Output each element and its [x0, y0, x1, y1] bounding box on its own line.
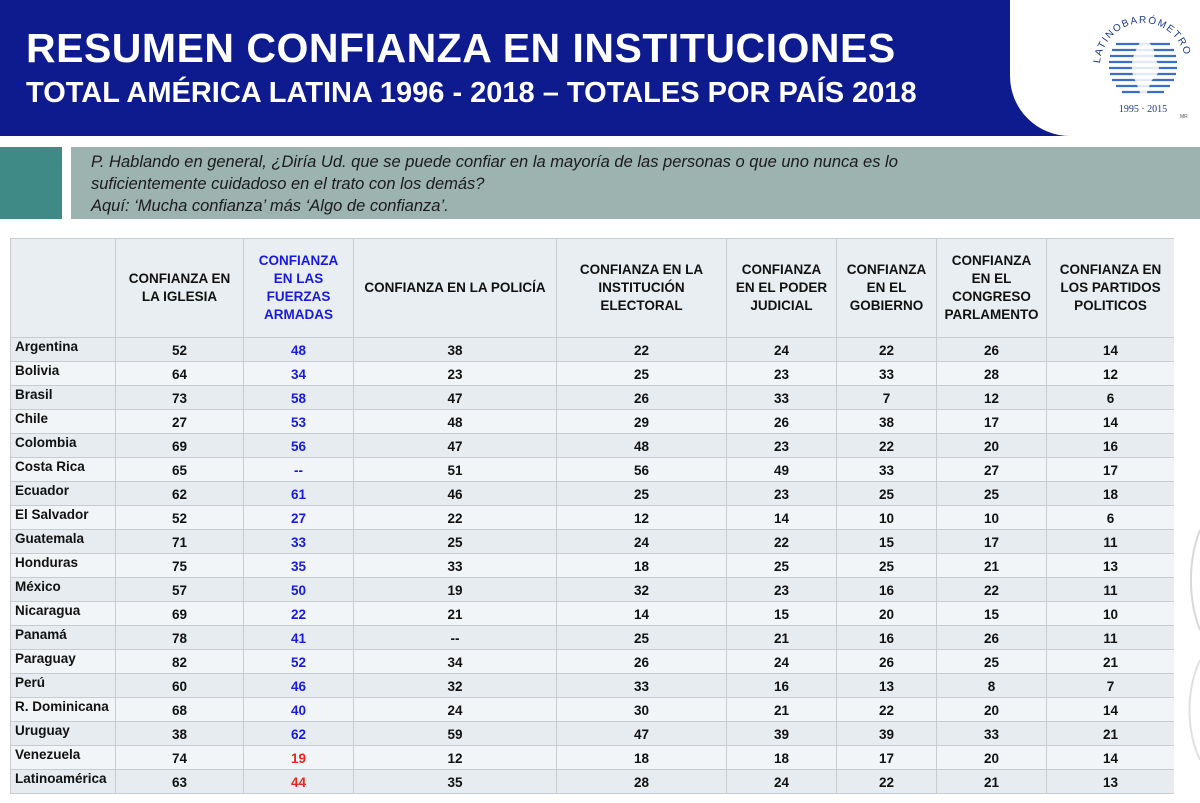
value-cell: 10 [937, 506, 1047, 530]
value-cell: 29 [557, 410, 727, 434]
value-cell: 35 [244, 554, 354, 578]
value-cell: 6 [1047, 386, 1175, 410]
value-cell: 21 [1047, 650, 1175, 674]
value-cell: 69 [116, 434, 244, 458]
value-cell: 82 [116, 650, 244, 674]
value-cell: 15 [837, 530, 937, 554]
value-cell: 17 [937, 410, 1047, 434]
value-cell: 25 [557, 482, 727, 506]
value-cell: 22 [837, 338, 937, 362]
value-cell: 17 [937, 530, 1047, 554]
value-cell: 49 [727, 458, 837, 482]
question-line-3: Aquí: ‘Mucha confianza’ más ‘Algo de confianza’. [91, 197, 449, 215]
country-cell: Bolivia [11, 362, 116, 386]
column-header: CONFIANZA EN EL CONGRESO PARLAMENTO [937, 239, 1047, 338]
table-row [11, 434, 1175, 458]
value-cell: 57 [116, 578, 244, 602]
value-cell: 30 [557, 698, 727, 722]
value-cell: 26 [557, 386, 727, 410]
value-cell: 52 [116, 506, 244, 530]
value-cell: 16 [1047, 434, 1175, 458]
value-cell: -- [354, 626, 557, 650]
country-cell: México [11, 578, 116, 602]
value-cell: 46 [244, 674, 354, 698]
value-cell: 23 [727, 482, 837, 506]
value-cell: 33 [727, 386, 837, 410]
value-cell: 68 [116, 698, 244, 722]
country-cell: Paraguay [11, 650, 116, 674]
value-cell: 78 [116, 626, 244, 650]
value-cell: 19 [244, 746, 354, 770]
value-cell: 14 [1047, 746, 1175, 770]
value-cell: 25 [557, 626, 727, 650]
country-cell: Latinoamérica [11, 770, 116, 794]
value-cell: 14 [1047, 698, 1175, 722]
latinobarometro-globe-logo [1090, 8, 1196, 122]
value-cell: 47 [354, 434, 557, 458]
question-box [71, 147, 1200, 219]
country-cell: Brasil [11, 386, 116, 410]
country-cell: Uruguay [11, 722, 116, 746]
table-row [11, 626, 1175, 650]
value-cell: 26 [727, 410, 837, 434]
table-row [11, 770, 1175, 794]
value-cell: 10 [1047, 602, 1175, 626]
value-cell: 21 [727, 626, 837, 650]
country-cell: Venezuela [11, 746, 116, 770]
table-row [11, 578, 1175, 602]
value-cell: 22 [557, 338, 727, 362]
value-cell: 39 [727, 722, 837, 746]
value-cell: 21 [937, 554, 1047, 578]
value-cell: 7 [837, 386, 937, 410]
country-cell: Panamá [11, 626, 116, 650]
value-cell: 12 [1047, 362, 1175, 386]
value-cell: 48 [244, 338, 354, 362]
country-cell: Colombia [11, 434, 116, 458]
question-line-2: suficientemente cuidadoso en el trato con los demás? [91, 175, 485, 193]
confidence-table-container [10, 238, 1174, 797]
value-cell: 71 [116, 530, 244, 554]
value-cell: 38 [116, 722, 244, 746]
value-cell: 22 [244, 602, 354, 626]
country-cell: El Salvador [11, 506, 116, 530]
value-cell: 21 [937, 770, 1047, 794]
value-cell: -- [244, 458, 354, 482]
value-cell: 12 [557, 506, 727, 530]
value-cell: 48 [557, 434, 727, 458]
value-cell: 34 [244, 362, 354, 386]
value-cell: 73 [116, 386, 244, 410]
value-cell: 33 [837, 458, 937, 482]
header-blank-cell [11, 239, 116, 338]
value-cell: 33 [837, 362, 937, 386]
value-cell: 62 [116, 482, 244, 506]
table-row [11, 722, 1175, 746]
value-cell: 21 [1047, 722, 1175, 746]
value-cell: 65 [116, 458, 244, 482]
value-cell: 75 [116, 554, 244, 578]
table-row [11, 386, 1175, 410]
value-cell: 16 [727, 674, 837, 698]
value-cell: 47 [354, 386, 557, 410]
value-cell: 15 [937, 602, 1047, 626]
value-cell: 22 [837, 770, 937, 794]
table-header-row [11, 239, 1175, 338]
value-cell: 14 [557, 602, 727, 626]
value-cell: 27 [116, 410, 244, 434]
column-header: CONFIANZA EN EL PODER JUDICIAL [727, 239, 837, 338]
page-title: RESUMEN CONFIANZA EN INSTITUCIONES [26, 25, 896, 71]
value-cell: 25 [837, 482, 937, 506]
value-cell: 11 [1047, 626, 1175, 650]
value-cell: 59 [354, 722, 557, 746]
value-cell: 22 [837, 434, 937, 458]
value-cell: 11 [1047, 530, 1175, 554]
value-cell: 38 [354, 338, 557, 362]
column-header: CONFIANZA EN LA POLICÍA [354, 239, 557, 338]
value-cell: 53 [244, 410, 354, 434]
value-cell: 22 [727, 530, 837, 554]
value-cell: 21 [354, 602, 557, 626]
accent-block [0, 147, 62, 219]
table-row [11, 362, 1175, 386]
value-cell: 62 [244, 722, 354, 746]
value-cell: 19 [354, 578, 557, 602]
country-cell: Costa Rica [11, 458, 116, 482]
value-cell: 26 [937, 626, 1047, 650]
value-cell: 56 [557, 458, 727, 482]
value-cell: 25 [837, 554, 937, 578]
value-cell: 16 [837, 626, 937, 650]
value-cell: 18 [557, 554, 727, 578]
logo-mark: MR [1180, 114, 1188, 120]
value-cell: 24 [727, 338, 837, 362]
value-cell: 52 [116, 338, 244, 362]
value-cell: 24 [727, 650, 837, 674]
country-cell: Chile [11, 410, 116, 434]
value-cell: 20 [837, 602, 937, 626]
value-cell: 41 [244, 626, 354, 650]
table-row [11, 554, 1175, 578]
value-cell: 24 [557, 530, 727, 554]
value-cell: 22 [354, 506, 557, 530]
value-cell: 56 [244, 434, 354, 458]
value-cell: 7 [1047, 674, 1175, 698]
value-cell: 15 [727, 602, 837, 626]
logo-text: LATINOBARÓMETRO [1092, 14, 1193, 64]
column-header: CONFIANZA EN LA IGLESIA [116, 239, 244, 338]
value-cell: 20 [937, 434, 1047, 458]
value-cell: 12 [937, 386, 1047, 410]
value-cell: 39 [837, 722, 937, 746]
value-cell: 60 [116, 674, 244, 698]
value-cell: 13 [1047, 554, 1175, 578]
column-header: CONFIANZA EN LAS FUERZAS ARMADAS [244, 239, 354, 338]
value-cell: 33 [937, 722, 1047, 746]
value-cell: 27 [244, 506, 354, 530]
value-cell: 32 [557, 578, 727, 602]
value-cell: 26 [837, 650, 937, 674]
value-cell: 74 [116, 746, 244, 770]
value-cell: 47 [557, 722, 727, 746]
value-cell: 13 [1047, 770, 1175, 794]
table-row [11, 506, 1175, 530]
column-header: CONFIANZA EN LOS PARTIDOS POLITICOS [1047, 239, 1175, 338]
value-cell: 46 [354, 482, 557, 506]
value-cell: 28 [937, 362, 1047, 386]
value-cell: 23 [354, 362, 557, 386]
value-cell: 52 [244, 650, 354, 674]
country-cell: Honduras [11, 554, 116, 578]
table-row [11, 602, 1175, 626]
value-cell: 17 [1047, 458, 1175, 482]
value-cell: 33 [354, 554, 557, 578]
value-cell: 23 [727, 578, 837, 602]
table-row [11, 698, 1175, 722]
value-cell: 23 [727, 434, 837, 458]
value-cell: 23 [727, 362, 837, 386]
value-cell: 14 [1047, 338, 1175, 362]
value-cell: 58 [244, 386, 354, 410]
value-cell: 61 [244, 482, 354, 506]
value-cell: 25 [937, 482, 1047, 506]
value-cell: 8 [937, 674, 1047, 698]
page-subtitle: TOTAL AMÉRICA LATINA 1996 - 2018 – TOTALES POR PAÍS 2018 [26, 77, 917, 109]
value-cell: 69 [116, 602, 244, 626]
country-cell: Ecuador [11, 482, 116, 506]
value-cell: 20 [937, 698, 1047, 722]
value-cell: 32 [354, 674, 557, 698]
value-cell: 38 [837, 410, 937, 434]
table-body [11, 338, 1175, 794]
value-cell: 13 [837, 674, 937, 698]
value-cell: 33 [557, 674, 727, 698]
value-cell: 16 [837, 578, 937, 602]
country-cell: Guatemala [11, 530, 116, 554]
value-cell: 34 [354, 650, 557, 674]
value-cell: 63 [116, 770, 244, 794]
value-cell: 64 [116, 362, 244, 386]
table-row [11, 482, 1175, 506]
value-cell: 14 [727, 506, 837, 530]
table-row [11, 650, 1175, 674]
value-cell: 18 [557, 746, 727, 770]
value-cell: 6 [1047, 506, 1175, 530]
value-cell: 25 [727, 554, 837, 578]
value-cell: 33 [244, 530, 354, 554]
question-line-1: P. Hablando en general, ¿Diría Ud. que se puede confiar en la mayoría de las personas o que uno nunca es lo [91, 153, 898, 171]
decorative-watermark [1180, 520, 1200, 803]
value-cell: 44 [244, 770, 354, 794]
table-row [11, 338, 1175, 362]
value-cell: 48 [354, 410, 557, 434]
value-cell: 40 [244, 698, 354, 722]
table-row [11, 530, 1175, 554]
column-header: CONFIANZA EN EL GOBIERNO [837, 239, 937, 338]
country-cell: Perú [11, 674, 116, 698]
value-cell: 35 [354, 770, 557, 794]
value-cell: 26 [557, 650, 727, 674]
value-cell: 26 [937, 338, 1047, 362]
country-cell: Argentina [11, 338, 116, 362]
value-cell: 10 [837, 506, 937, 530]
confidence-table [10, 238, 1174, 794]
value-cell: 25 [354, 530, 557, 554]
table-row [11, 410, 1175, 434]
value-cell: 24 [354, 698, 557, 722]
column-header: CONFIANZA EN LA INSTITUCIÓN ELECTORAL [557, 239, 727, 338]
value-cell: 12 [354, 746, 557, 770]
value-cell: 25 [937, 650, 1047, 674]
value-cell: 18 [1047, 482, 1175, 506]
value-cell: 50 [244, 578, 354, 602]
table-row [11, 458, 1175, 482]
value-cell: 18 [727, 746, 837, 770]
value-cell: 22 [937, 578, 1047, 602]
value-cell: 21 [727, 698, 837, 722]
value-cell: 11 [1047, 578, 1175, 602]
value-cell: 27 [937, 458, 1047, 482]
value-cell: 22 [837, 698, 937, 722]
value-cell: 20 [937, 746, 1047, 770]
country-cell: R. Dominicana [11, 698, 116, 722]
value-cell: 25 [557, 362, 727, 386]
table-row [11, 674, 1175, 698]
country-cell: Nicaragua [11, 602, 116, 626]
value-cell: 51 [354, 458, 557, 482]
value-cell: 28 [557, 770, 727, 794]
value-cell: 17 [837, 746, 937, 770]
table-row [11, 746, 1175, 770]
value-cell: 14 [1047, 410, 1175, 434]
logo-years: 1995 · 2015 [1118, 104, 1168, 115]
value-cell: 24 [727, 770, 837, 794]
